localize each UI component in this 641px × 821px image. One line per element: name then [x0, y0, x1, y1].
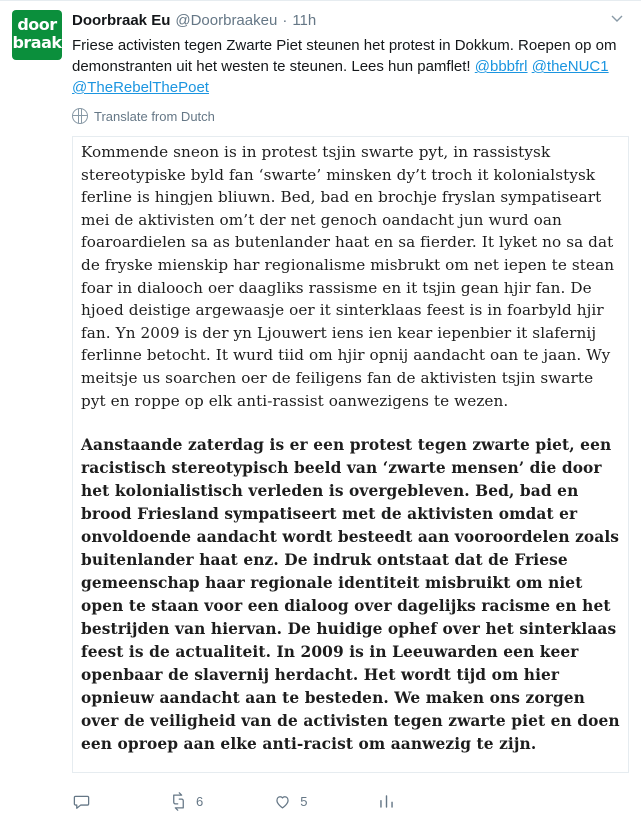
heart-icon — [273, 792, 292, 811]
retweet-button[interactable] — [169, 792, 203, 811]
mention-thenuc1[interactable]: @theNUC1 — [531, 58, 609, 75]
retweet-count: 6 — [196, 793, 204, 809]
tweet-image-card[interactable] — [72, 136, 629, 773]
author-display-name[interactable]: Doorbraak Eu — [72, 12, 171, 29]
like-count: 5 — [300, 793, 308, 809]
tweet-text-body: Friese activisten tegen Zwarte Piet steunen het protest in Dokkum. Roepen op om demonstranten uit het westen te steunen. Lees hun pamflet! — [72, 37, 617, 75]
author-row — [72, 10, 629, 32]
reply-button[interactable] — [72, 792, 99, 811]
translate-row[interactable] — [72, 108, 629, 124]
avatar-logo-top: door — [17, 15, 57, 34]
avatar[interactable] — [12, 10, 62, 60]
author-handle[interactable]: @Doorbraakeu — [175, 12, 278, 29]
dot-separator: · — [282, 12, 288, 29]
pamphlet-image — [73, 137, 628, 772]
tweet-timestamp[interactable]: 11h — [292, 12, 317, 29]
translate-label[interactable]: Translate from Dutch — [94, 108, 215, 124]
pamphlet-frisian-text: Kommende sneon is in protest tsjin swarte pyt, in rassistysk stereotypiske byld fan ‘swarte’ minsken dy’t troch it kolonialstysk ferline is hingjen bliuwn. Bed, bad en brochje fryslan sympatiseart mei de aktivisten om’t der net genoch oandacht jun wurd oan foaroardielen sa as butenlander haat en sa fierder. It lyket no sa dat de fryske mienskip har regionalisme misbrukt om net iepen te stean foar in dialooch oer daagliks rassisme en it tsjin gean hjir fan. De hjoed deistige argewaasje oer it sinterklaas feest is in foarbyld hjir fan. Yn 2009 is der yn Ljouwert iens ien kear iepenbier it slafernij ferlinne betocht. It wurd tiid om hjir opnij aandacht oan te jaan. Wy meitsje us soarchen oer de feiligens fan de aktivisten tsjin swarte pyt en roppe op elk anti-rassist oanwezigens te wezen. — [81, 143, 615, 410]
top-divider — [0, 0, 641, 1]
mention-bbbfrl[interactable]: @bbbfrl — [474, 58, 528, 75]
tweet-actions — [72, 781, 629, 821]
mention-therebelthepoet[interactable]: @TheRebelThePoet — [72, 79, 209, 96]
like-button[interactable] — [273, 792, 307, 811]
analytics-button[interactable] — [377, 792, 404, 811]
tweet-text — [72, 35, 629, 98]
avatar-logo-bottom: braak — [12, 33, 62, 52]
reply-icon — [72, 792, 91, 811]
tweet-header — [12, 10, 629, 124]
globe-icon — [72, 108, 88, 124]
analytics-icon — [377, 792, 396, 811]
pamphlet-dutch-text: Aanstaande zaterdag is er een protest tegen zwarte piet, een racistisch stereotypisch beeld van ‘zwarte mensen’ die door het kolonialistisch verleden is overgebleven. Bed, bad en brood Friesland sympatiseert met de aktivisten omdat er onvoldoende aandacht wordt besteedt aan vooroordelen zoals buitenlander haat enz. De indruk ontstaat dat de Friese gemeenschap haar regionale identiteit misbruikt om niet open te staan voor een dialoog over dagelijks racisme en het bestrijden van hiervan. De huidige ophef over het sinterklaas feest is de actualiteit. In 2009 is in Leeuwarden een keer openbaar de slavernij herdacht. Het wordt tijd om hier opnieuw aandacht aan te besteden. We maken ons zorgen over de veiligheid van de activisten tegen zwarte piet en doen een oproep aan elke anti-racist om aanwezig te zijn. — [81, 436, 620, 754]
chevron-down-icon[interactable] — [609, 10, 629, 32]
retweet-icon — [169, 792, 188, 811]
tweet-body — [62, 10, 629, 124]
